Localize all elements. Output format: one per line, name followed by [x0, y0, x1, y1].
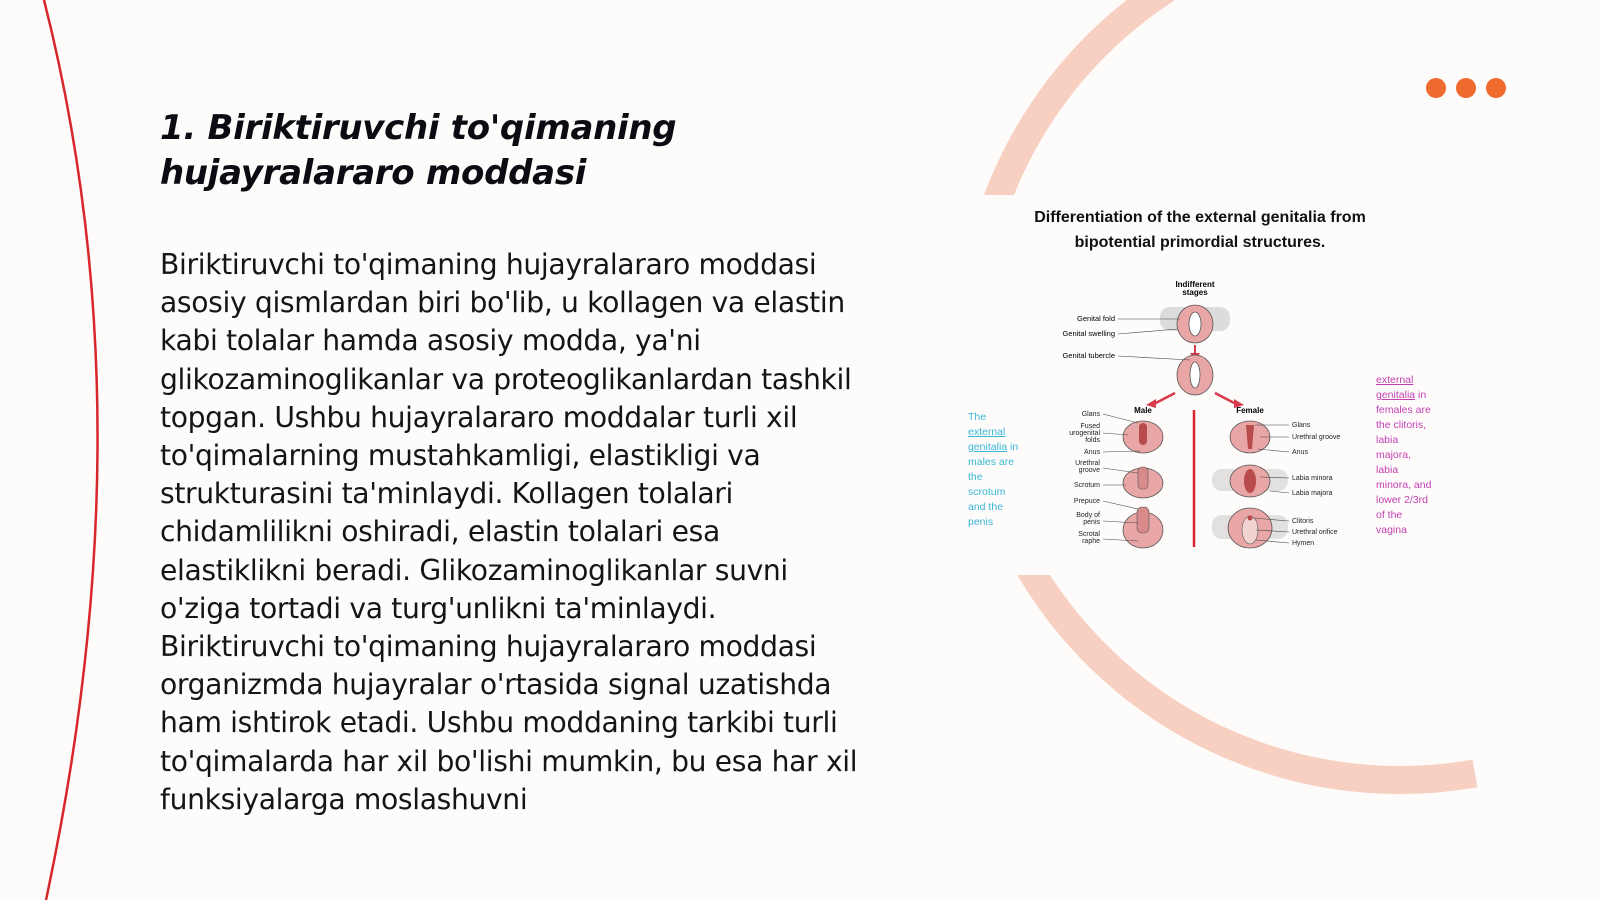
stage-label: stages	[1182, 288, 1208, 297]
male-label: Anus	[1084, 449, 1100, 456]
female-label: Clitoris	[1292, 518, 1314, 525]
male-label: Fused	[1080, 423, 1100, 430]
indifferent-label: Genital fold	[1077, 314, 1115, 323]
figure-title-line: bipotential primordial structures.	[1074, 234, 1326, 251]
side-note-text: The	[968, 411, 987, 423]
slide-title-line: hujayralararo moddasi	[160, 153, 587, 193]
male-label: groove	[1078, 467, 1100, 474]
female-label: Anus	[1292, 449, 1308, 456]
side-note-males	[968, 410, 1020, 530]
male-stage-3	[1123, 507, 1163, 548]
male-label: Urethral	[1075, 460, 1100, 467]
male-label: raphe	[1082, 538, 1100, 545]
male-label: urogenital	[1069, 430, 1100, 437]
male-label: Scrotal	[1078, 531, 1100, 538]
external-genitalia-link[interactable]: external genitalia	[968, 426, 1008, 453]
male-heading: Male	[1134, 406, 1152, 415]
figure-title	[990, 205, 1410, 255]
indifferent-stage-2	[1177, 355, 1213, 395]
slide-body-text: Biriktiruvchi to'qimaning hujayralararo moddasi asosiy qismlardan biri bo'lib, u kollagen va elastin kabi tolalar hamda asosiy modda, ya'ni glikozaminoglikanlar va proteoglikanlardan tashkil topgan. Ushbu hujayralararo moddalar turli xil to'qimalarning mustahkamligi, elastikligi va strukturasini ta'minlaydi. Kollagen tolalari chidamlilikni oshiradi, elastin tolalari esa elastiklikni beradi. Glikozaminoglikanlar suvni o'ziga tortadi va turg'unlikni ta'minlaydi. Biriktiruvchi to'qimaning hujayralararo moddasi organizmda hujayralar o'rtasida signal uzatishda ham ishtirok etadi. Ushbu moddaning tarkibi turli to'qimalarda har xil bo'lishi mumkin, bu esa har xil funksiyalarga moslashuvni	[160, 248, 858, 816]
side-note-females	[1376, 373, 1436, 538]
female-label: Labia majora	[1292, 490, 1333, 497]
genitalia-diagram	[960, 205, 1440, 585]
indifferent-stage-1	[1160, 305, 1230, 343]
female-label: Glans	[1292, 422, 1311, 429]
male-label: folds	[1085, 437, 1100, 444]
female-label: Urethral orifice	[1292, 529, 1338, 536]
male-stage-1	[1123, 421, 1163, 453]
indifferent-label: Genital tubercle	[1062, 351, 1115, 360]
left-accent-line	[44, 0, 98, 900]
male-label: Scrotum	[1073, 482, 1100, 489]
slide-title-line: 1. Biriktiruvchi to'qimaning	[160, 108, 677, 148]
slide-title	[160, 106, 860, 196]
figure-title-line: Differentiation of the external genitalia from	[1034, 209, 1366, 226]
female-label: Urethral groove	[1292, 434, 1341, 441]
dot-icon	[1456, 78, 1476, 98]
male-label: penis	[1083, 519, 1100, 526]
indifferent-label: Genital swelling	[1062, 329, 1115, 338]
external-genitalia-link[interactable]: external genitalia	[1376, 374, 1416, 401]
side-note-text: in females are the clitoris, labia majora, labia minora, and lower 2/3rd of the vagina	[1376, 389, 1432, 536]
side-note-text: in males are the scrotum and the penis	[968, 441, 1019, 528]
male-label: Glans	[1081, 411, 1100, 418]
genitalia-figure	[960, 205, 1440, 585]
male-label: Body of	[1076, 512, 1100, 519]
female-label: Labia minora	[1292, 475, 1333, 482]
dot-icon	[1426, 78, 1446, 98]
female-stage-2	[1212, 465, 1288, 497]
female-label: Hymen	[1292, 540, 1315, 547]
female-heading: Female	[1236, 406, 1264, 415]
stage-label: Indifferent	[1175, 280, 1215, 289]
accent-dots	[1426, 78, 1506, 98]
dot-icon	[1486, 78, 1506, 98]
male-label: Prepuce	[1073, 498, 1100, 505]
